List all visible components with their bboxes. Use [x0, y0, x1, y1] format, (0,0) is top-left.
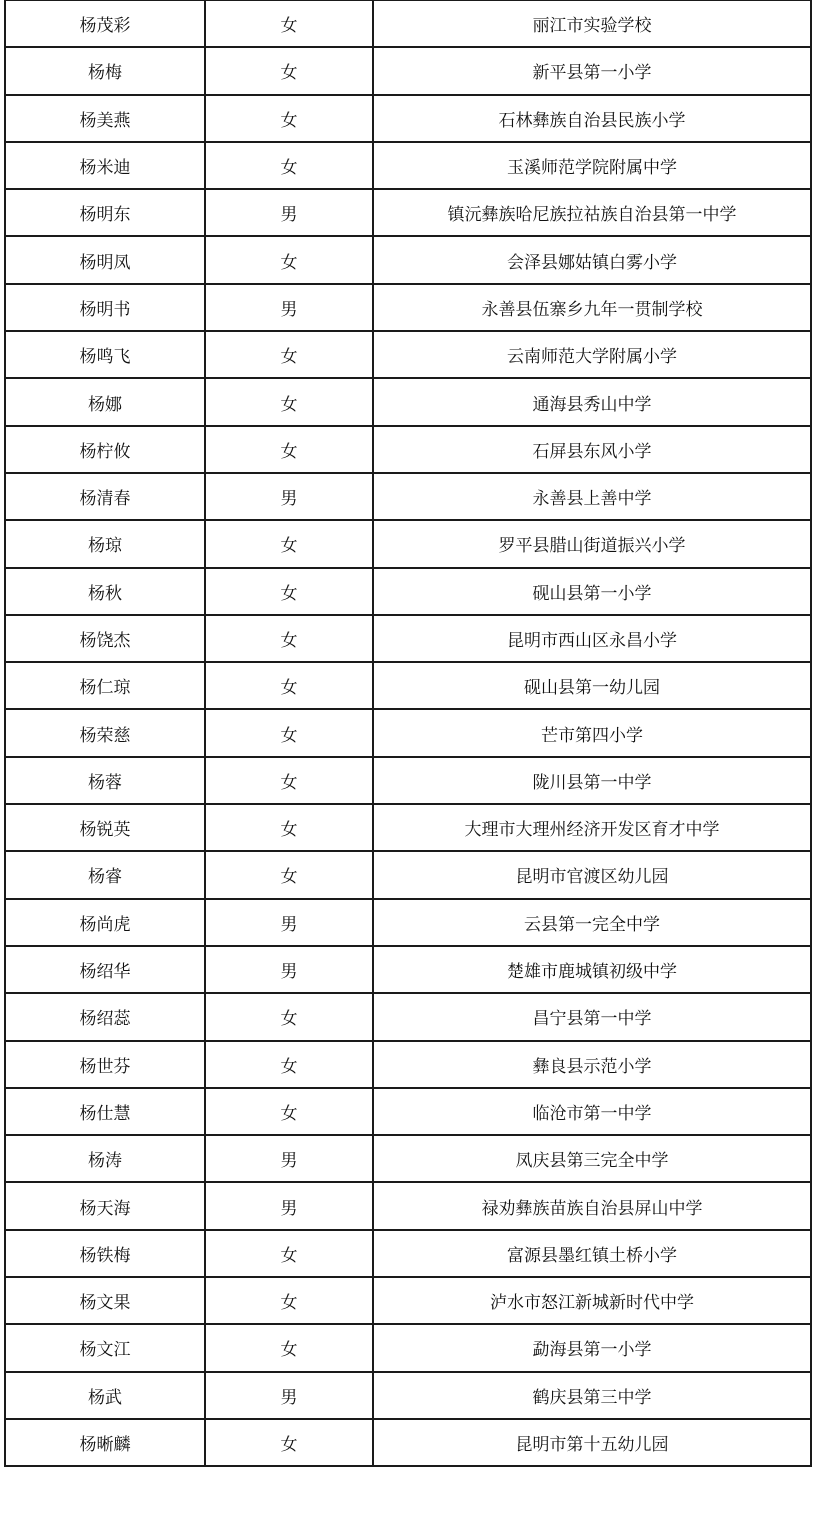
roster-table: [4, 0, 812, 1467]
table-row: [5, 662, 811, 709]
gender-cell: 女: [205, 1041, 373, 1088]
name-cell: 杨文江: [5, 1324, 205, 1371]
school-cell: 石林彝族自治县民族小学: [373, 95, 811, 142]
name-cell: 杨绍华: [5, 946, 205, 993]
table-row: [5, 1, 811, 48]
school-cell: 云县第一完全中学: [373, 899, 811, 946]
gender-cell: 女: [205, 1324, 373, 1371]
name-cell: 杨明书: [5, 284, 205, 331]
name-cell: 杨尚虎: [5, 899, 205, 946]
school-cell: 云南师范大学附属小学: [373, 331, 811, 378]
name-cell: 杨文果: [5, 1277, 205, 1324]
name-cell: 杨天海: [5, 1182, 205, 1229]
school-cell: 砚山县第一幼儿园: [373, 662, 811, 709]
name-cell: 杨鸣飞: [5, 331, 205, 378]
name-cell: 杨美燕: [5, 95, 205, 142]
gender-cell: 女: [205, 520, 373, 567]
school-cell: 鹤庆县第三中学: [373, 1372, 811, 1419]
school-cell: 昆明市第十五幼儿园: [373, 1419, 811, 1466]
school-cell: 昆明市官渡区幼儿园: [373, 851, 811, 898]
gender-cell: 男: [205, 473, 373, 520]
gender-cell: 女: [205, 426, 373, 473]
name-cell: 杨蓉: [5, 757, 205, 804]
name-cell: 杨睿: [5, 851, 205, 898]
school-cell: 镇沅彝族哈尼族拉祜族自治县第一中学: [373, 189, 811, 236]
table-row: [5, 426, 811, 473]
school-cell: 大理市大理州经济开发区育才中学: [373, 804, 811, 851]
gender-cell: 女: [205, 709, 373, 756]
school-cell: 永善县伍寨乡九年一贯制学校: [373, 284, 811, 331]
gender-cell: 女: [205, 142, 373, 189]
name-cell: 杨秋: [5, 568, 205, 615]
table-row: [5, 899, 811, 946]
school-cell: 石屏县东风小学: [373, 426, 811, 473]
school-cell: 禄劝彝族苗族自治县屏山中学: [373, 1182, 811, 1229]
gender-cell: 女: [205, 615, 373, 662]
name-cell: 杨清春: [5, 473, 205, 520]
name-cell: 杨绍蕊: [5, 993, 205, 1040]
school-cell: 彝良县示范小学: [373, 1041, 811, 1088]
table-row: [5, 236, 811, 283]
school-cell: 楚雄市鹿城镇初级中学: [373, 946, 811, 993]
name-cell: 杨涛: [5, 1135, 205, 1182]
school-cell: 富源县墨红镇土桥小学: [373, 1230, 811, 1277]
table-row: [5, 1182, 811, 1229]
table-row: [5, 142, 811, 189]
name-cell: 杨锐英: [5, 804, 205, 851]
school-cell: 勐海县第一小学: [373, 1324, 811, 1371]
table-row: [5, 851, 811, 898]
school-cell: 永善县上善中学: [373, 473, 811, 520]
gender-cell: 女: [205, 47, 373, 94]
school-cell: 凤庆县第三完全中学: [373, 1135, 811, 1182]
table-row: [5, 1324, 811, 1371]
table-row: [5, 378, 811, 425]
table-row: [5, 568, 811, 615]
name-cell: 杨武: [5, 1372, 205, 1419]
gender-cell: 男: [205, 946, 373, 993]
school-cell: 新平县第一小学: [373, 47, 811, 94]
name-cell: 杨仕慧: [5, 1088, 205, 1135]
school-cell: 泸水市怒江新城新时代中学: [373, 1277, 811, 1324]
gender-cell: 女: [205, 378, 373, 425]
school-cell: 昌宁县第一中学: [373, 993, 811, 1040]
table-row: [5, 615, 811, 662]
school-cell: 通海县秀山中学: [373, 378, 811, 425]
gender-cell: 女: [205, 757, 373, 804]
gender-cell: 女: [205, 331, 373, 378]
table-row: [5, 993, 811, 1040]
gender-cell: 男: [205, 1372, 373, 1419]
gender-cell: 女: [205, 1, 373, 48]
gender-cell: 女: [205, 1419, 373, 1466]
gender-cell: 女: [205, 851, 373, 898]
table-row: [5, 1372, 811, 1419]
gender-cell: 男: [205, 1135, 373, 1182]
table-row: [5, 804, 811, 851]
name-cell: 杨茂彩: [5, 1, 205, 48]
name-cell: 杨仁琼: [5, 662, 205, 709]
name-cell: 杨世芬: [5, 1041, 205, 1088]
name-cell: 杨荣慈: [5, 709, 205, 756]
gender-cell: 男: [205, 189, 373, 236]
table-row: [5, 1419, 811, 1466]
name-cell: 杨饶杰: [5, 615, 205, 662]
table-row: [5, 284, 811, 331]
table-row: [5, 47, 811, 94]
gender-cell: 女: [205, 1230, 373, 1277]
name-cell: 杨晰麟: [5, 1419, 205, 1466]
gender-cell: 女: [205, 236, 373, 283]
table-row: [5, 473, 811, 520]
school-cell: 玉溪师范学院附属中学: [373, 142, 811, 189]
name-cell: 杨米迪: [5, 142, 205, 189]
school-cell: 砚山县第一小学: [373, 568, 811, 615]
table-row: [5, 95, 811, 142]
gender-cell: 女: [205, 1277, 373, 1324]
table-row: [5, 1088, 811, 1135]
name-cell: 杨梅: [5, 47, 205, 94]
name-cell: 杨柠攸: [5, 426, 205, 473]
table-row: [5, 189, 811, 236]
table-row: [5, 520, 811, 567]
school-cell: 罗平县腊山街道振兴小学: [373, 520, 811, 567]
name-cell: 杨琼: [5, 520, 205, 567]
table-row: [5, 331, 811, 378]
table-row: [5, 1041, 811, 1088]
gender-cell: 女: [205, 993, 373, 1040]
gender-cell: 男: [205, 284, 373, 331]
name-cell: 杨铁梅: [5, 1230, 205, 1277]
school-cell: 会泽县娜姑镇白雾小学: [373, 236, 811, 283]
gender-cell: 男: [205, 899, 373, 946]
table-row: [5, 757, 811, 804]
table-row: [5, 709, 811, 756]
table-row: [5, 946, 811, 993]
gender-cell: 女: [205, 95, 373, 142]
name-cell: 杨娜: [5, 378, 205, 425]
school-cell: 陇川县第一中学: [373, 757, 811, 804]
table-row: [5, 1277, 811, 1324]
table-row: [5, 1230, 811, 1277]
gender-cell: 女: [205, 568, 373, 615]
gender-cell: 男: [205, 1182, 373, 1229]
name-cell: 杨明东: [5, 189, 205, 236]
gender-cell: 女: [205, 804, 373, 851]
school-cell: 芒市第四小学: [373, 709, 811, 756]
school-cell: 临沧市第一中学: [373, 1088, 811, 1135]
roster-body: [5, 1, 811, 1467]
table-row: [5, 1135, 811, 1182]
name-cell: 杨明凤: [5, 236, 205, 283]
gender-cell: 女: [205, 1088, 373, 1135]
school-cell: 昆明市西山区永昌小学: [373, 615, 811, 662]
school-cell: 丽江市实验学校: [373, 1, 811, 48]
gender-cell: 女: [205, 662, 373, 709]
